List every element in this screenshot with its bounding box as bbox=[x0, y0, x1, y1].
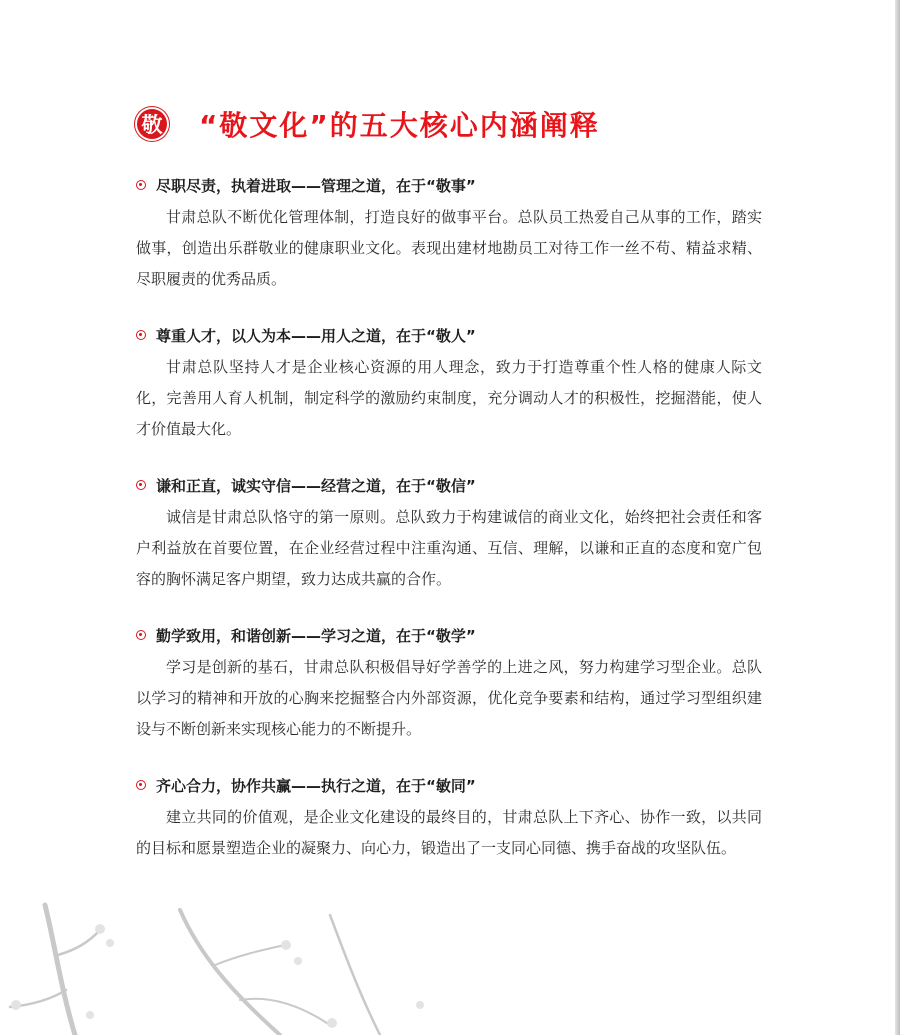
page-header bbox=[135, 102, 600, 146]
plum-branch-decoration-icon bbox=[0, 895, 520, 1035]
section-5 bbox=[136, 772, 762, 864]
bullet-icon bbox=[136, 480, 146, 490]
section-heading bbox=[136, 472, 762, 498]
bullet-icon bbox=[136, 780, 146, 790]
seal-logo-icon: 敬 bbox=[135, 107, 169, 141]
page-title: “敬文化”的五大核心内涵阐释 bbox=[199, 109, 600, 142]
bullet-icon bbox=[136, 630, 146, 640]
section-heading-text: 尽职尽责，执着进取——管理之道，在于“敬事” bbox=[156, 176, 476, 195]
section-body: 甘肃总队不断优化管理体制，打造良好的做事平台。总队员工热爱自己从事的工作，踏实做事，创造出乐群敬业的健康职业文化。表现出建材地勘员工对待工作一丝不苟、精益求精、尽职履责的优秀品质。 bbox=[136, 208, 762, 288]
section-heading-text: 谦和正直，诚实守信——经营之道，在于“敬信” bbox=[156, 476, 476, 495]
section-heading-text: 尊重人才，以人为本——用人之道，在于“敬人” bbox=[156, 326, 476, 345]
section-body: 甘肃总队坚持人才是企业核心资源的用人理念，致力于打造尊重个性人格的健康人际文化，完善用人育人机制，制定科学的激励约束制度，充分调动人才的积极性，挖掘潜能，使人才价值最大化。 bbox=[136, 358, 762, 438]
page-edge bbox=[895, 0, 900, 1035]
section-heading bbox=[136, 172, 762, 198]
section-body: 建立共同的价值观，是企业文化建设的最终目的，甘肃总队上下齐心、协作一致，以共同的目标和愿景塑造企业的凝聚力、向心力，锻造出了一支同心同德、携手奋战的攻坚队伍。 bbox=[136, 808, 762, 857]
section-heading bbox=[136, 322, 762, 348]
section-2 bbox=[136, 322, 762, 445]
section-heading bbox=[136, 772, 762, 798]
section-body: 学习是创新的基石，甘肃总队积极倡导好学善学的上进之风，努力构建学习型企业。总队以学习的精神和开放的心胸来挖掘整合内外部资源，优化竞争要素和结构，通过学习型组织建设与不断创新来实现核心能力的不断提升。 bbox=[136, 658, 762, 738]
bullet-icon bbox=[136, 180, 146, 190]
section-heading bbox=[136, 622, 762, 648]
section-4 bbox=[136, 622, 762, 745]
section-heading-text: 勤学致用，和谐创新——学习之道，在于“敬学” bbox=[156, 626, 476, 645]
section-3 bbox=[136, 472, 762, 595]
bullet-icon bbox=[136, 330, 146, 340]
section-heading-text: 齐心合力，协作共赢——执行之道，在于“敏同” bbox=[156, 776, 476, 795]
section-body: 诚信是甘肃总队恪守的第一原则。总队致力于构建诚信的商业文化，始终把社会责任和客户利益放在首要位置，在企业经营过程中注重沟通、互信、理解，以谦和正直的态度和宽广包容的胸怀满足客户期望，致力达成共赢的合作。 bbox=[136, 508, 762, 588]
section-1 bbox=[136, 172, 762, 295]
